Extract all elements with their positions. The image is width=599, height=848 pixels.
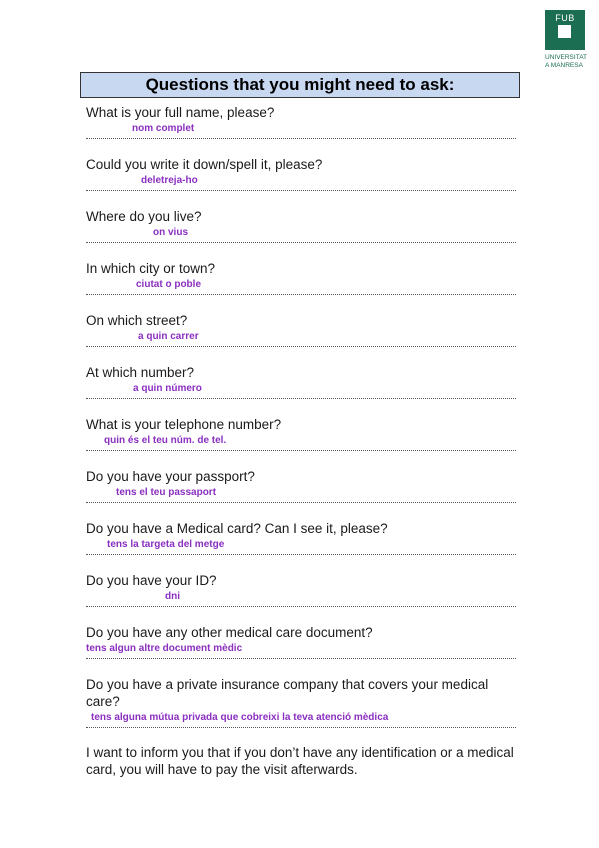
- question-text: Could you write it down/spell it, please?: [86, 157, 323, 172]
- answer-text: tens algun altre document mèdic: [86, 643, 243, 654]
- answer-text: tens alguna mútua privada que cobreixi la teva atenció mèdica: [91, 712, 389, 723]
- dotted-line: [86, 658, 516, 659]
- question-text: Where do you live?: [86, 209, 202, 224]
- answer-line: [86, 381, 516, 399]
- logo-emblem: [545, 10, 585, 50]
- page-title: Questions that you might need to ask:: [80, 72, 520, 98]
- answer-line: [86, 537, 516, 555]
- dotted-line: [86, 346, 516, 347]
- question-item: [86, 260, 516, 295]
- answer-line: [86, 485, 516, 503]
- question-item: [86, 156, 516, 191]
- question-text: Do you have your ID?: [86, 573, 217, 588]
- logo-caption: [545, 54, 588, 70]
- question-list: [86, 104, 516, 778]
- answer-text: tens la targeta del metge: [107, 539, 225, 550]
- answer-text: a quin carrer: [138, 331, 199, 342]
- final-note: I want to inform you that if you don’t have any identification or a medical card, you will have to pay the visit afterwards.: [86, 745, 514, 777]
- question-item: [86, 208, 516, 243]
- question-item: [86, 520, 516, 555]
- answer-text: quin és el teu núm. de tel.: [104, 435, 227, 446]
- answer-text: on vius: [153, 227, 189, 238]
- question-text: Do you have a Medical card? Can I see it, please?: [86, 521, 388, 536]
- dotted-line: [86, 502, 516, 503]
- question-text: On which street?: [86, 313, 188, 328]
- question-text: Do you have any other medical care document?: [86, 625, 373, 640]
- question-item: [86, 312, 516, 347]
- answer-line: [86, 710, 516, 728]
- question-item: [86, 624, 516, 659]
- answer-line: [86, 433, 516, 451]
- answer-text: tens el teu passaport: [116, 487, 217, 498]
- dotted-line: [86, 606, 516, 607]
- question-text: What is your full name, please?: [86, 105, 275, 120]
- answer-line: [86, 589, 516, 607]
- question-item: [86, 416, 516, 451]
- dotted-line: [86, 138, 516, 139]
- question-item: [86, 572, 516, 607]
- answer-text: nom complet: [132, 123, 195, 134]
- answer-line: [86, 277, 516, 295]
- dotted-line: [86, 554, 516, 555]
- answer-text: dni: [165, 591, 180, 602]
- dotted-line: [86, 190, 516, 191]
- answer-line: [86, 641, 516, 659]
- university-logo: [545, 10, 588, 70]
- question-text: In which city or town?: [86, 261, 216, 276]
- dotted-line: [86, 398, 516, 399]
- dotted-line: [86, 242, 516, 243]
- logo-square-icon: [558, 25, 571, 38]
- answer-line: [86, 225, 516, 243]
- logo-caption-line1: UNIVERSITAT: [545, 54, 588, 61]
- logo-fub-text: FUB: [555, 13, 575, 23]
- answer-text: a quin número: [133, 383, 202, 394]
- question-text: What is your telephone number?: [86, 417, 282, 432]
- dotted-line: [86, 294, 516, 295]
- dotted-line: [86, 450, 516, 451]
- question-text: Do you have your passport?: [86, 469, 255, 484]
- answer-text: ciutat o poble: [136, 279, 201, 290]
- answer-line: [86, 121, 516, 139]
- question-item: [86, 468, 516, 503]
- logo-caption-line2: A MANRESA: [545, 62, 583, 69]
- question-text: Do you have a private insurance company that covers your medical care?: [86, 677, 489, 709]
- question-item: [86, 364, 516, 399]
- dotted-line: [86, 727, 516, 728]
- answer-line: [86, 173, 516, 191]
- answer-line: [86, 329, 516, 347]
- question-item: [86, 676, 516, 728]
- question-item: [86, 104, 516, 139]
- answer-text: deletreja-ho: [141, 175, 198, 186]
- question-text: At which number?: [86, 365, 195, 380]
